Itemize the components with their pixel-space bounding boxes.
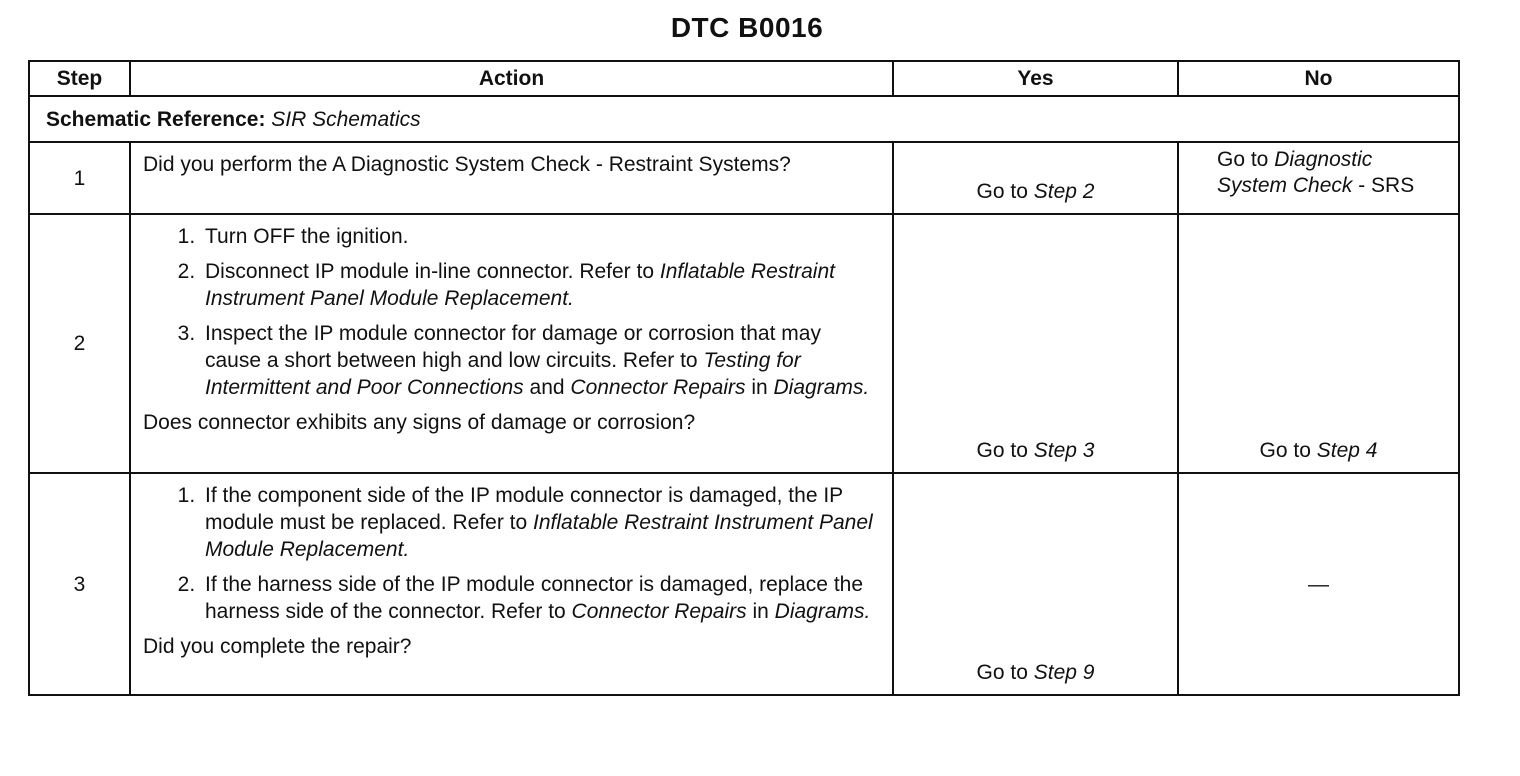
no-step-link[interactable]: Step 4 <box>1316 439 1378 462</box>
schematic-link[interactable]: SIR Schematics <box>271 107 421 131</box>
action-question: Did you perform the A Diagnostic System Check - Restraint Systems? <box>143 153 791 176</box>
step-number: 2 <box>29 214 130 473</box>
action-cell <box>130 142 893 214</box>
yes-prefix: Go to <box>976 180 1034 203</box>
no-cell <box>1178 473 1459 695</box>
no-cell <box>1178 214 1459 473</box>
list-item-text: If the component side of the IP module connector is damaged, the IP module must be replaced. Refer to <box>205 484 843 534</box>
no-check-link[interactable]: Diagnostic System Check <box>1217 148 1373 197</box>
list-item-text: Disconnect IP module in-line connector. Refer to <box>205 260 660 283</box>
table-row <box>29 214 1459 473</box>
no-cell <box>1178 142 1459 214</box>
list-item-text: and <box>523 376 571 399</box>
yes-cell <box>893 142 1178 214</box>
header-no: No <box>1178 61 1459 96</box>
header-step: Step <box>29 61 130 96</box>
step-number: 3 <box>29 473 130 695</box>
list-item-text: in <box>745 376 774 399</box>
no-prefix: Go to <box>1259 439 1317 462</box>
header-yes: Yes <box>893 61 1178 96</box>
reference-link[interactable]: Inflatable Restraint Instrument Panel Module Replacement. <box>205 511 873 561</box>
no-dash: — <box>1308 572 1329 596</box>
list-item <box>201 482 880 563</box>
action-question: Did you complete the repair? <box>143 635 412 658</box>
reference-link[interactable]: Diagrams. <box>773 376 870 399</box>
action-list <box>143 223 880 401</box>
yes-step-link[interactable]: Step 9 <box>1033 661 1095 684</box>
reference-link[interactable]: Inflatable Restraint Instrument Panel Module Replacement. <box>205 260 835 310</box>
yes-cell <box>893 473 1178 695</box>
action-cell <box>130 214 893 473</box>
reference-link[interactable]: Diagrams. <box>774 600 871 623</box>
list-item-text: Inspect the IP module connector for damage or corrosion that may cause a short between high and low circuits. Refer to <box>205 322 821 372</box>
action-list <box>143 482 880 625</box>
no-prefix: Go to <box>1217 148 1275 171</box>
list-item <box>201 320 880 401</box>
yes-prefix: Go to <box>976 439 1034 462</box>
diagnostic-table <box>28 60 1460 696</box>
step-number: 1 <box>29 142 130 214</box>
list-item <box>201 571 880 625</box>
action-cell <box>130 473 893 695</box>
no-suffix: - SRS <box>1352 174 1415 197</box>
yes-step-link[interactable]: Step 3 <box>1033 439 1095 462</box>
list-item-text: If the harness side of the IP module connector is damaged, replace the harness side of the connector. Refer to <box>205 573 864 623</box>
reference-link[interactable]: Connector Repairs <box>570 376 746 399</box>
list-item-text: Turn OFF the ignition. <box>205 225 409 248</box>
reference-link[interactable]: Connector Repairs <box>571 600 747 623</box>
reference-link[interactable]: Testing for Intermittent and Poor Connections <box>205 349 801 399</box>
list-item <box>201 223 880 250</box>
table-row <box>29 142 1459 214</box>
header-action: Action <box>130 61 893 96</box>
schematic-row <box>29 96 1459 142</box>
list-item <box>201 258 880 312</box>
page-title: DTC B0016 <box>670 12 824 43</box>
schematic-label: Schematic Reference: <box>46 107 266 131</box>
table-row <box>29 473 1459 695</box>
action-question: Does connector exhibits any signs of damage or corrosion? <box>143 411 696 434</box>
schematic-reference <box>29 96 1459 142</box>
list-item-text: in <box>746 600 775 623</box>
yes-cell <box>893 214 1178 473</box>
yes-prefix: Go to <box>976 661 1034 684</box>
yes-step-link[interactable]: Step 2 <box>1033 180 1095 203</box>
header-row <box>29 61 1459 96</box>
